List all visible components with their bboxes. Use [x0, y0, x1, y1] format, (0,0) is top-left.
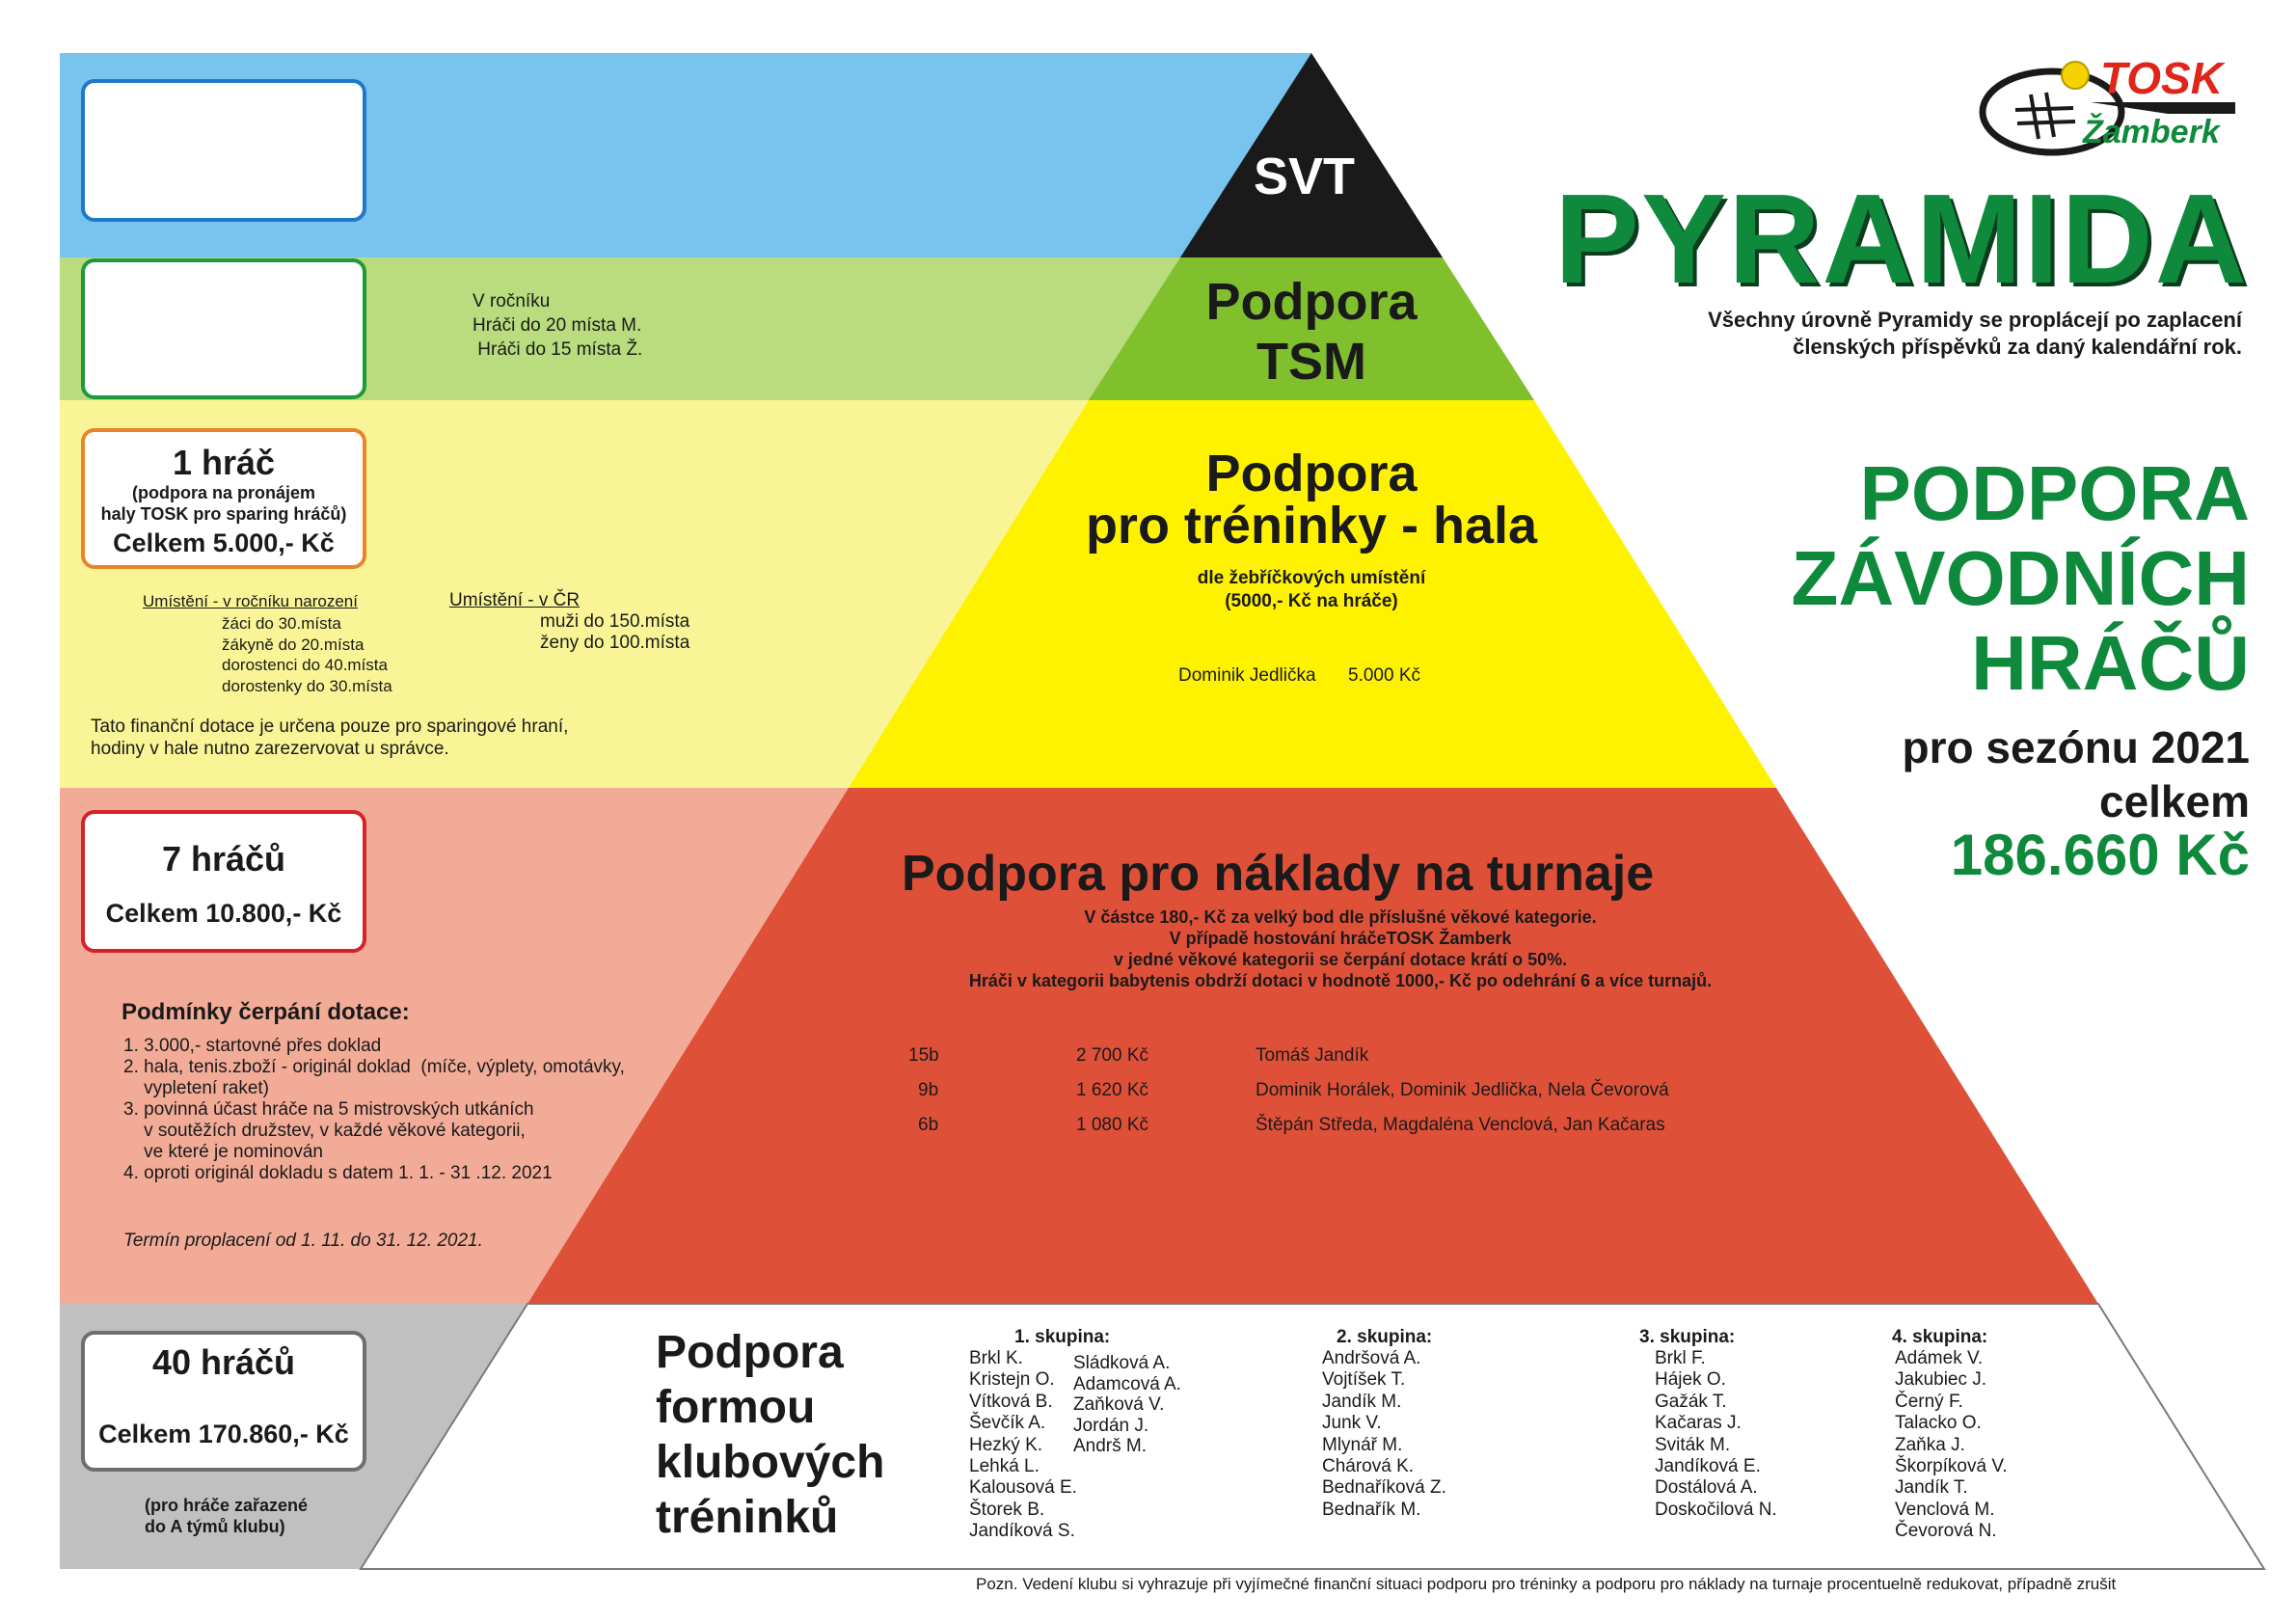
hall-box: [81, 428, 366, 569]
group-1-names-col2: Sládková A. Adamcová A. Zaňková V. Jordán J. Andrš M.: [1073, 1353, 1181, 1456]
hall-title: Podpora pro tréninky - hala: [1085, 445, 1538, 555]
hall-criteria-age-heading: Umístění - v ročníku narození: [143, 592, 358, 610]
svt-label: SVT: [1254, 148, 1356, 205]
page-title: PYRAMIDA: [1554, 168, 2250, 310]
group-4-title: 4. skupina:: [1892, 1327, 1988, 1347]
conditions-list: 1. 3.000,- startovné přes doklad 2. hala, tenis.zboží - originál doklad (míče, výplety, omotávky, vypletení raket) 3. povinná účast hráče na 5 mistrovských utkáních v soutěžích družstev, v každé věkové kategorii, ve které je nominován 4. oproti originál dokladu s datem 1. 1. - 31 .12. 2021: [123, 1036, 625, 1183]
tennis-ball-icon: [2062, 62, 2089, 89]
hall-criteria-cr: muži do 150.místa ženy do 100.místa: [540, 611, 690, 653]
tournament-row-amount: 1 620 Kč: [1076, 1080, 1148, 1100]
header-note: Všechny úrovně Pyramidy se proplácejí po zaplacení členských příspěvků za daný kalendářní rok.: [1708, 308, 2242, 359]
footer-note: Pozn. Vedení klubu si vyhrazuje při vyjímečné finanční situaci podporu pro tréninky a podporu pro náklady na turnaje procentuelně redukovat, případně zrušit: [976, 1575, 2117, 1593]
tournament-box-title: 7 hráčů: [161, 839, 286, 879]
summary-heading: PODPORA ZÁVODNÍCH HRÁČŮ: [1791, 450, 2250, 706]
tournament-row-amount: 2 700 Kč: [1076, 1045, 1148, 1066]
tournament-title: Podpora pro náklady na turnaje: [902, 846, 1655, 902]
payment-term: Termín proplacení od 1. 11. do 31. 12. 2021.: [123, 1231, 483, 1251]
group-2-title: 2. skupina:: [1337, 1327, 1433, 1347]
hall-note: Tato finanční dotace je určena pouze pro sparingové hraní, hodiny v hale nutno zarezervovat u správce.: [91, 717, 569, 759]
tournament-description: V částce 180,- Kč za velký bod dle příslušné věkové kategorie. V případě hostování hráčeTOSK Žamberk v jedné věkové kategorii se čerpání dotace krátí o 50%. Hráči v kategorii babytenis obdrží dotaci v hodnotě 1000,- Kč po odehrání 6 a více turnajů.: [968, 907, 1713, 990]
group-1-names: Brkl K. Kristejn O. Vítková B. Ševčík A. Hezký K. Lehká L. Kalousová E. Štorek B. Jandíková S.: [969, 1348, 1077, 1542]
logo-zamberk: Žamberk: [2083, 114, 2220, 150]
group-3-names: Brkl F. Hájek O. Gažák T. Kačaras J. Sviták M. Jandíková E. Dostálová A. Doskočilová N.: [1655, 1348, 1777, 1520]
group-4-names: Adámek V. Jakubiec J. Černý F. Talacko O. Zaňka J. Škorpíková V. Jandík T. Venclová M. Čevorová N.: [1895, 1348, 2008, 1542]
logo-tosk: TOSK: [2100, 53, 2223, 103]
tsm-label: Podpora TSM: [1205, 273, 1418, 391]
conditions-heading: Podmínky čerpání dotace:: [122, 999, 410, 1025]
group-3-title: 3. skupina:: [1639, 1327, 1736, 1347]
hall-criteria-cr-heading: Umístění - v ČR: [449, 590, 581, 610]
tournament-row-points: 6b: [918, 1115, 939, 1135]
hall-criteria-age: žáci do 30.místa žákyně do 20.místa dorostenci do 40.místa dorostenky do 30.místa: [222, 614, 392, 695]
group-1-title: 1. skupina:: [1014, 1327, 1111, 1347]
tournament-row-names: Tomáš Jandík: [1256, 1045, 1369, 1066]
summary-total-value: 186.660 Kč: [1950, 823, 2250, 887]
hall-amount: 5.000 Kč: [1348, 665, 1420, 686]
tsm-box: [81, 258, 366, 399]
tournament-row-points: 15b: [908, 1045, 939, 1066]
tournament-row-amount: 1 080 Kč: [1076, 1115, 1148, 1135]
club-title: Podpora formou klubových tréninků: [656, 1327, 885, 1543]
tournament-box-total: Celkem 10.800,- Kč: [105, 899, 342, 928]
tournament-row-names: Štěpán Středa, Magdaléna Venclová, Jan Kačaras: [1256, 1115, 1665, 1135]
summary-season: pro sezónu 2021: [1902, 722, 2250, 772]
club-note: (pro hráče zařazené do A týmů klubu): [145, 1496, 309, 1536]
club-box-total: Celkem 170.860,- Kč: [98, 1420, 349, 1448]
tsm-criteria: V ročníku Hráči do 20 místa M. Hráči do 15 místa Ž.: [473, 291, 643, 360]
club-box-title: 40 hráčů: [151, 1342, 296, 1382]
summary-total-label: celkem: [2098, 776, 2250, 826]
club-box: [81, 1331, 366, 1472]
hall-box-total: Celkem 5.000,- Kč: [113, 528, 335, 557]
hall-box-subtitle: (podpora na pronájem haly TOSK pro sparing hráčů): [100, 483, 347, 524]
tournament-box: [81, 810, 366, 953]
hall-player: Dominik Jedlička: [1178, 665, 1316, 686]
tournament-row-points: 9b: [918, 1080, 939, 1100]
group-2-names: Andršová A. Vojtíšek T. Jandík M. Junk V. Mlynář M. Chárová K. Bednaříková Z. Bednařík M.: [1322, 1348, 1446, 1520]
hall-box-title: 1 hráč: [172, 443, 276, 482]
tournament-row-names: Dominik Horálek, Dominik Jedlička, Nela Čevorová: [1256, 1080, 1669, 1100]
svt-box: [81, 79, 366, 222]
hall-subtitle: dle žebříčkových umístění (5000,- Kč na hráče): [1197, 568, 1426, 611]
